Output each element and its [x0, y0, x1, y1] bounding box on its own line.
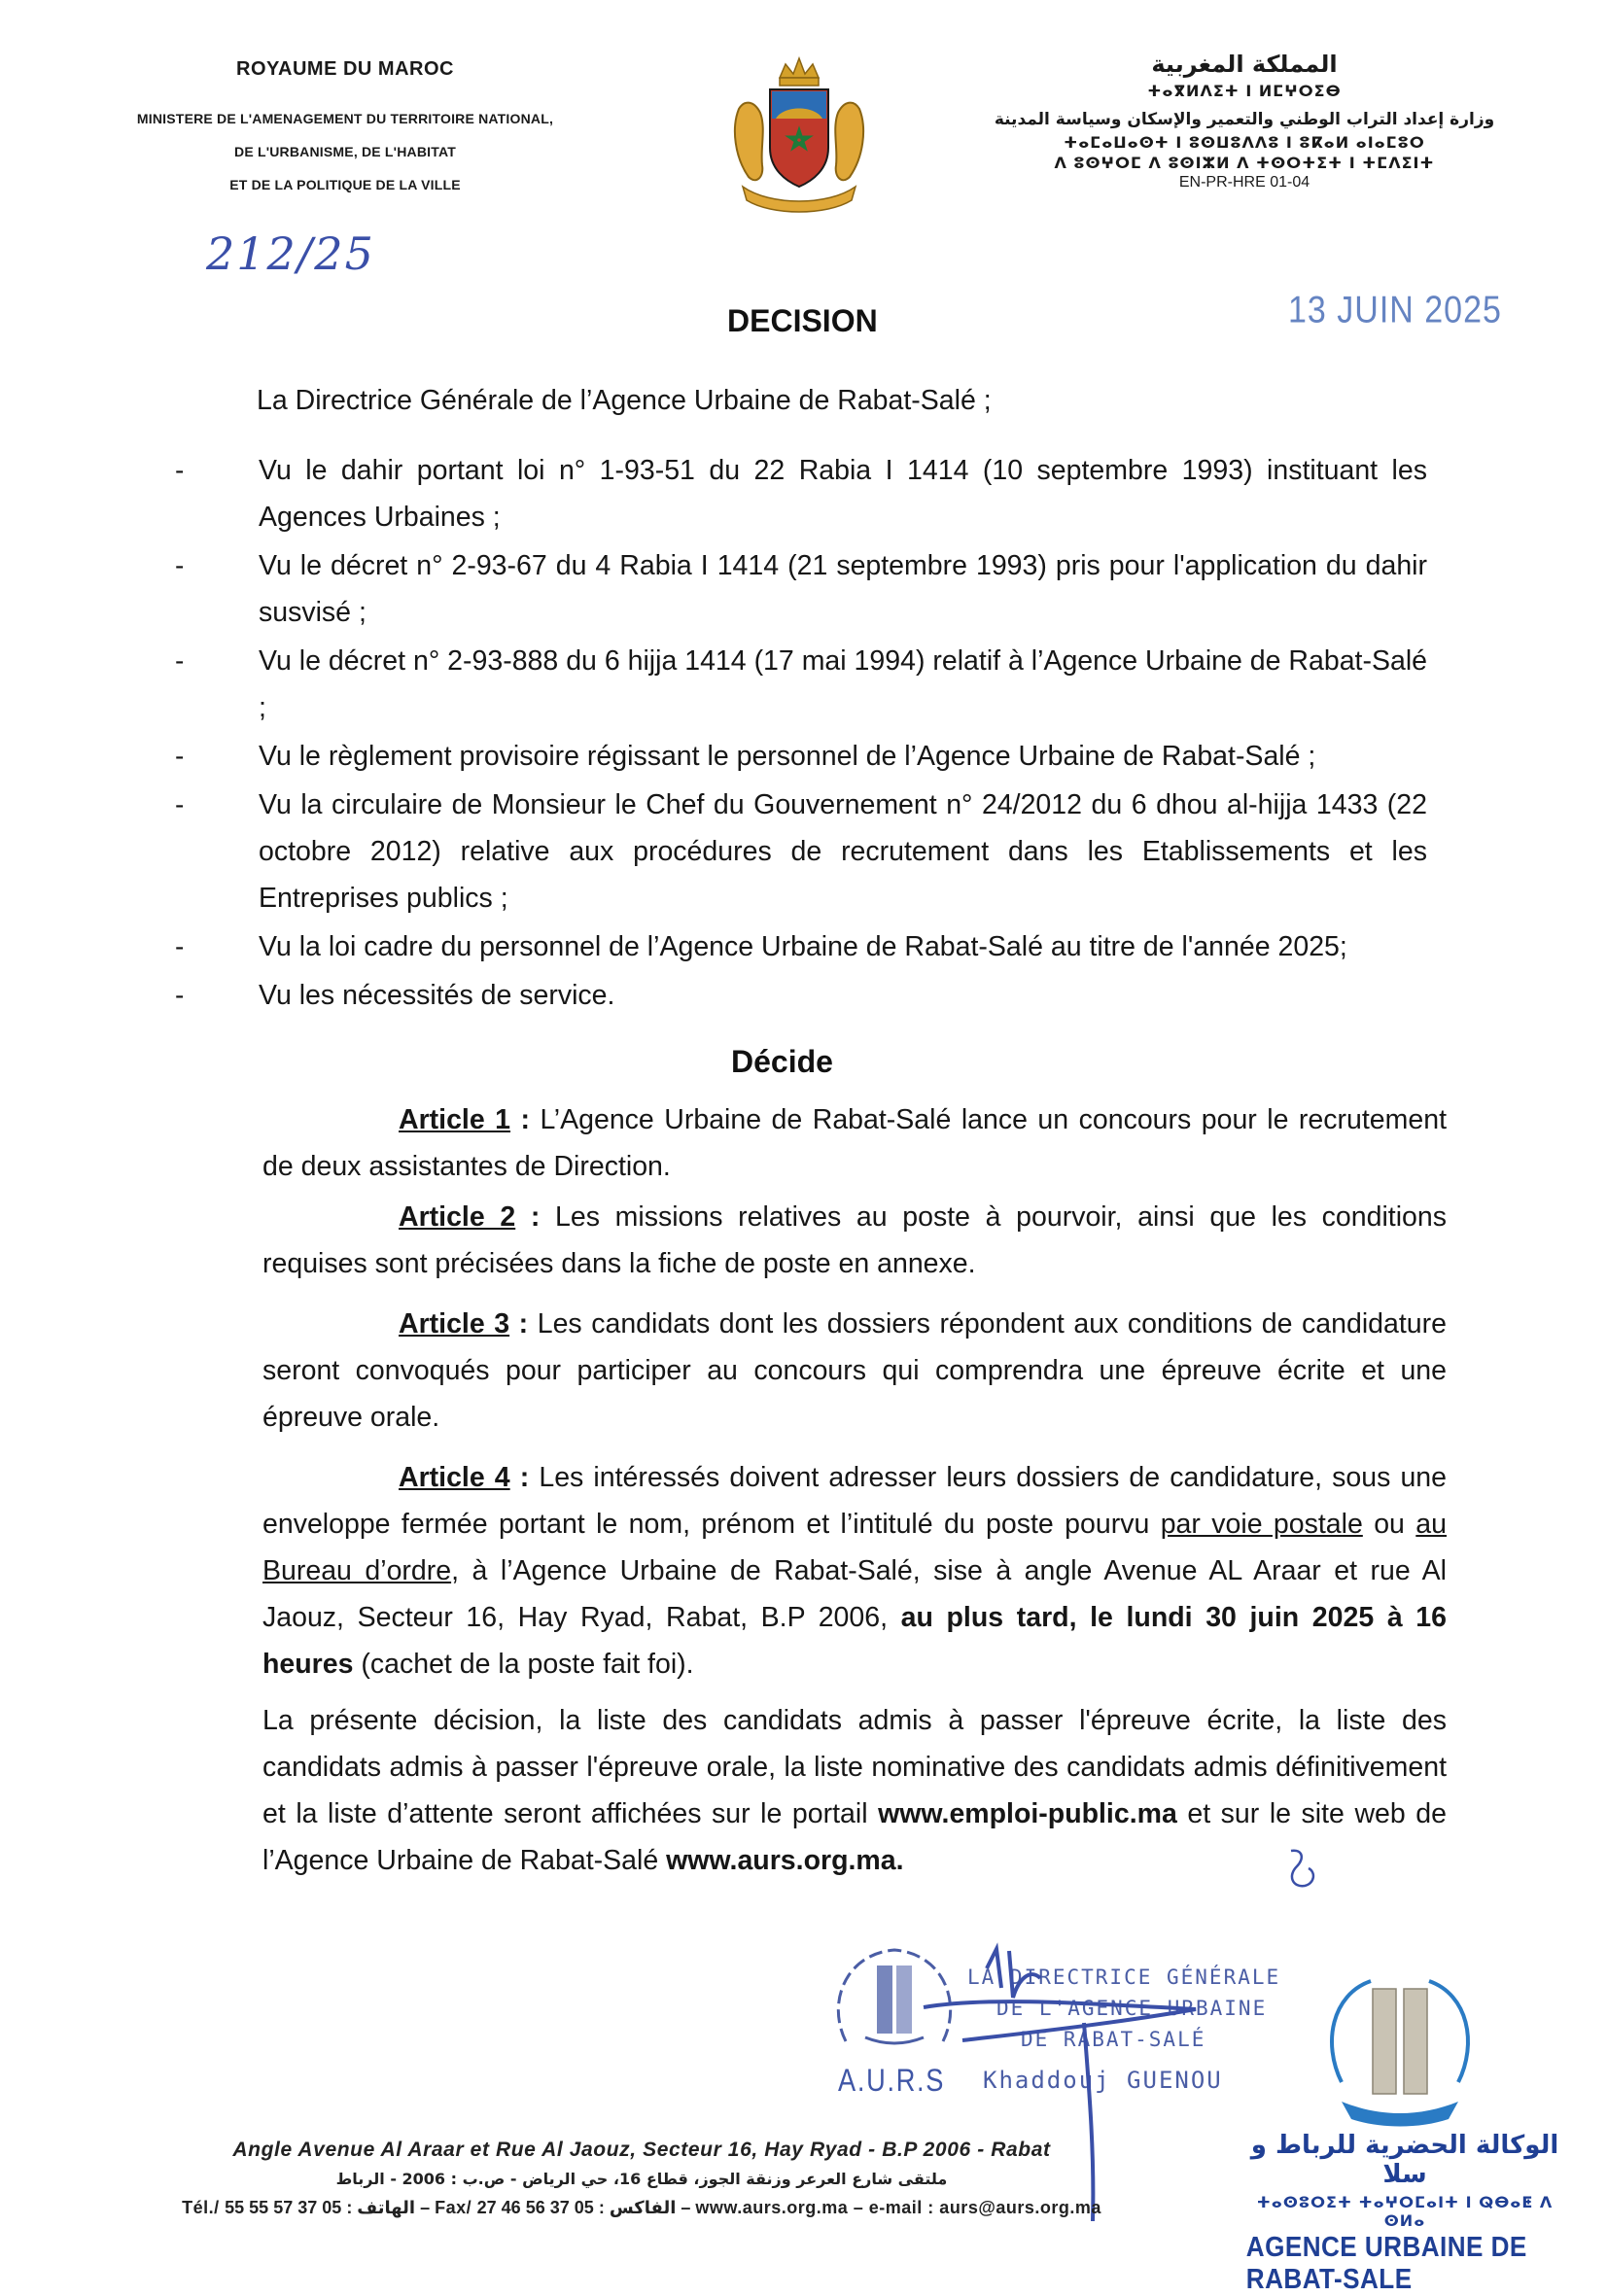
preamble: La Directrice Générale de l’Agence Urbaine de Rabat-Salé ;: [257, 385, 992, 416]
royal-emblem: [721, 51, 877, 216]
ministry-fr-line1: MINISTERE DE L'AMENAGEMENT DU TERRITOIRE NATIONAL,: [136, 111, 554, 126]
document-title: DECISION: [727, 303, 878, 338]
received-date-stamp: 13 JUIN 2025: [1288, 289, 1502, 331]
agency-name-ar: الوكالة الحضرية للرباط و سلا: [1250, 2131, 1559, 2189]
agency-logo-text: [1244, 2131, 1565, 2296]
article-3-label: Article 3: [399, 1308, 510, 1339]
article-2: Article 2 : Les missions relatives au poste à pourvoir, ainsi que les conditions requises sont précisées dans la fiche de poste en annexe.: [262, 1201, 1448, 1279]
article-3: Article 3 : Les candidats dont les dossiers répondent aux conditions de candidature seront convoqués pour participer au concours qui comprendra une épreuve écrite et une épreuve orale.: [262, 1308, 1447, 1433]
footer-contact: Tél./ الهاتف : 05 37 57 55 55 – Fax/ الفاكس : 05 37 56 46 27 – www.aurs.org.ma – e-mail : aurs@aurs.org.ma: [182, 2198, 1101, 2217]
article-1-text: L’Agence Urbaine de Rabat-Salé lance un concours pour le recrutement de deux assistantes de Direction.: [262, 1104, 1447, 1182]
ministry-ar: وزارة إعداد التراب الوطني والتعمير والإسكان وسياسة المدينة: [994, 110, 1495, 129]
consideration-item: - Vu la circulaire de Monsieur le Chef du Gouvernement n° 24/2012 du 6 dhou al-hijja 1433 (22 octobre 2012) relative aux procédures de recrutement dans les Etablissements et les Entreprises publics ;: [210, 782, 1427, 922]
initial-mark: [1283, 1845, 1322, 1898]
considerations-list: [210, 447, 1427, 1019]
footer-address-fr: Angle Avenue Al Araar et Rue Al Jaouz, Secteur 16, Hay Ryad - B.P 2006 - Rabat: [232, 2139, 1051, 2161]
country-fr: ROYAUME DU MAROC: [236, 58, 454, 80]
by-post-text: par voie postale: [1160, 1509, 1363, 1540]
stamp-line-1: LA DIRECTRICE GÉNÉRALE: [967, 1966, 1281, 1989]
article-2-label: Article 2: [399, 1201, 516, 1233]
bureau-ordre-text: au Bureau d’ordre: [262, 1509, 1447, 1586]
agency-logo-icon: [1312, 1966, 1487, 2131]
article-1-label: Article 1: [399, 1104, 511, 1135]
country-ar: المملكة المغربية: [1151, 51, 1338, 78]
closing-paragraph: La présente décision, la liste des candidats admis à passer l'épreuve écrite, la liste des candidats admis à passer l'épreuve orale, la liste nominative des candidats admis définitivement et la liste d’attente seront affichées sur le portail www.emploi-public.ma et sur le site web de l’Agence Urbaine de Rabat-Salé www.aurs.org.ma.: [262, 1705, 1447, 1876]
emploi-public-link[interactable]: www.emploi-public.ma: [878, 1798, 1177, 1829]
stamp-line-3: DE RABAT-SALÉ: [1021, 2028, 1206, 2051]
consideration-item: - Vu le décret n° 2-93-67 du 4 Rabia I 1414 (21 septembre 1993) pris pour l'application du dahir susvisé ;: [210, 542, 1427, 636]
article-1: Article 1 : L’Agence Urbaine de Rabat-Salé lance un concours pour le recrutement de deux assistantes de Direction.: [262, 1104, 1447, 1182]
decide-heading: Décide: [731, 1044, 833, 1079]
consideration-item: - Vu le décret n° 2-93-888 du 6 hijja 1414 (17 mai 1994) relatif à l’Agence Urbaine de Rabat-Salé ;: [210, 638, 1427, 731]
article-3-text: Les candidats dont les dossiers répondent aux conditions de candidature seront convoqués pour participer au concours qui comprendra une épreuve écrite et une épreuve orale.: [262, 1308, 1447, 1433]
reference-number: 212/25: [206, 227, 375, 280]
article-2-text: Les missions relatives au poste à pourvoir, ainsi que les conditions requises sont précisées dans la fiche de poste en annexe.: [262, 1201, 1448, 1279]
consideration-item: - Vu les nécessités de service.: [210, 972, 1427, 1019]
article-4-label: Article 4: [399, 1462, 510, 1493]
seal-text: A.U.R.S: [838, 2063, 946, 2098]
consideration-item: - Vu le dahir portant loi n° 1-93-51 du 22 Rabia I 1414 (10 septembre 1993) instituant les Agences Urbaines ;: [210, 447, 1427, 540]
ministry-fr-line3: ET DE LA POLITIQUE DE LA VILLE: [229, 177, 461, 192]
aurs-website-link[interactable]: www.aurs.org.ma.: [666, 1845, 904, 1876]
agency-name-tifinagh: ⵜⴰⵙⵓⵔⵉⵜ ⵜⴰⵖⵔⵎⴰⵏⵜ ⵏ ⵕⴱⴰⵟ ⴷ ⵙⵍⴰ: [1256, 2193, 1554, 2230]
ministry-fr-line2: DE L'URBANISME, DE L'HABITAT: [234, 144, 456, 159]
articles: [262, 1096, 1447, 1884]
considerations: [210, 447, 1427, 1021]
agency-name-fr: AGENCE URBAINE DE RABAT-SALE: [1245, 2232, 1527, 2295]
country-tifinagh: ⵜⴰⴳⵍⴷⵉⵜ ⵏ ⵍⵎⵖⵔⵉⴱ: [1147, 82, 1342, 100]
consideration-item: - Vu le règlement provisoire régissant le personnel de l’Agence Urbaine de Rabat-Salé ;: [210, 733, 1427, 780]
article-4: Article 4 : Les intéressés doivent adresser leurs dossiers de candidature, sous une enveloppe fermée portant le nom, prénom et l’intitulé du poste pourvu par voie postale ou au Bureau d’ordre, à l’Agence Urbaine de Rabat-Salé, sise à angle Avenue AL Araar et rue Al Jaouz, Secteur 16, Hay Ryad, Rabat, B.P 2006, au plus tard, le lundi 30 juin 2025 à 16 heures (cachet de la poste fait foi).: [262, 1462, 1448, 1680]
ministry-tifinagh-line2: ⴷ ⵓⵙⵖⵔⵎ ⴷ ⵓⵙⵏⵣⵍ ⴷ ⵜⵙⵔⵜⵉⵜ ⵏ ⵜⵎⴷⵉⵏⵜ: [1054, 154, 1435, 172]
deadline-text: au plus tard, le lundi 30 juin 2025 à 16 heures: [262, 1602, 1447, 1680]
doc-code: EN-PR-HRE 01-04: [1178, 174, 1310, 191]
header-right: [972, 51, 1517, 191]
stamp-line-2: DE L'AGENCE URBAINE: [996, 1997, 1268, 2020]
consideration-item: - Vu la loi cadre du personnel de l’Agence Urbaine de Rabat-Salé au titre de l'année 2025;: [210, 923, 1427, 970]
footer-address-ar: ملتقى شارع العرعر وزنقة الجوز، قطاع 16، حي الرياض - ص.ب : 2006 - الرباط: [335, 2170, 948, 2188]
ministry-tifinagh-line1: ⵜⴰⵎⴰⵡⴰⵙⵜ ⵏ ⵓⵙⵡⵓⴷⴷⵓ ⵏ ⵓⴽⴰⵍ ⴰⵏⴰⵎⵓⵔ: [1064, 133, 1425, 152]
director-name: Khaddouj GUENOU: [983, 2067, 1223, 2094]
header-left: [97, 58, 593, 201]
footer: [97, 2139, 1186, 2218]
